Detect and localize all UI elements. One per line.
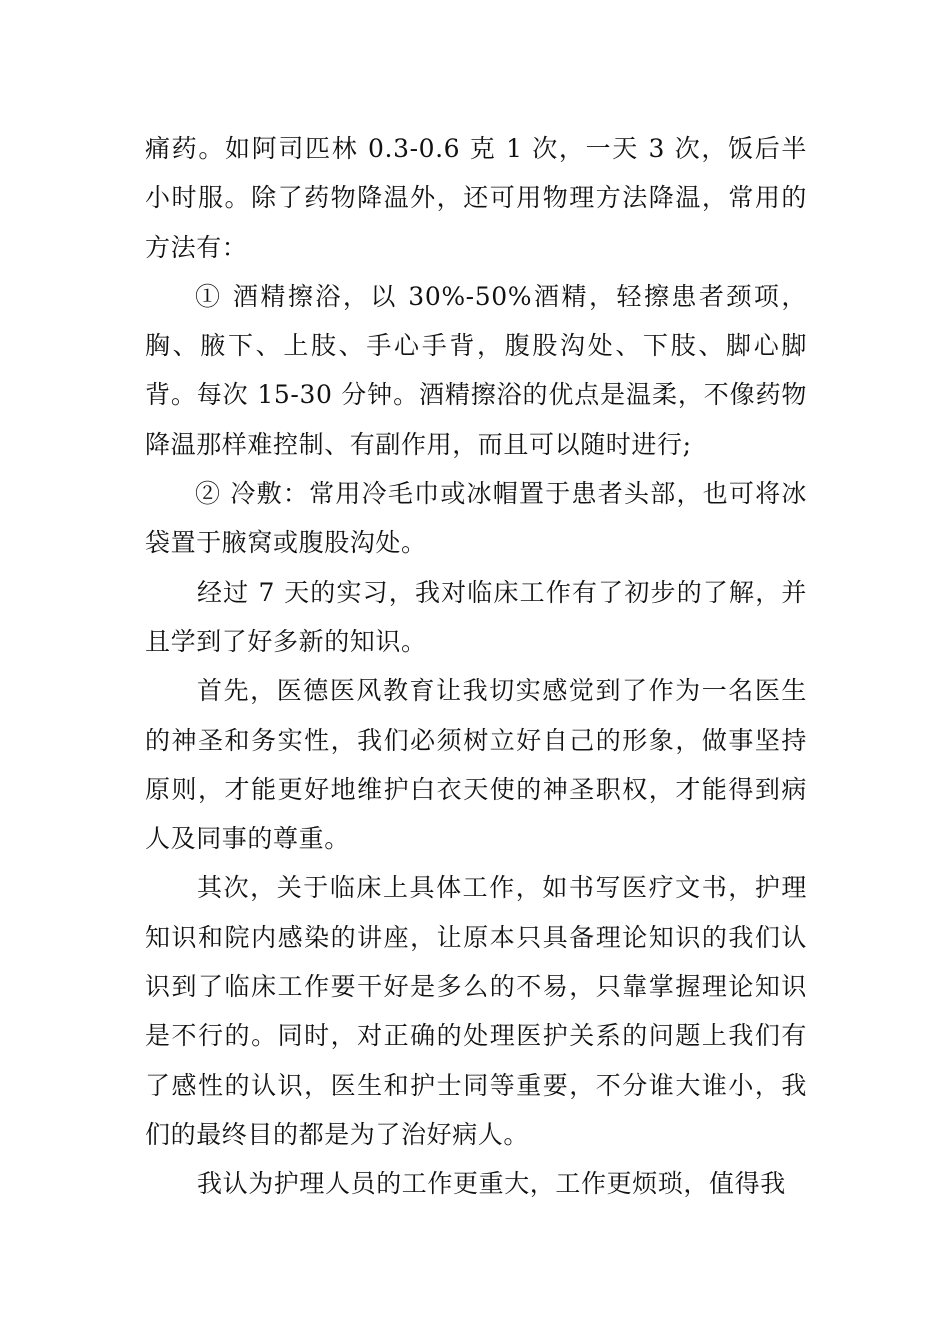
paragraph-clinical-work: 其次，关于临床上具体工作，如书写医疗文书，护理知识和院内感染的讲座，让原本只具备理论知识的我们认识到了临床工作要干好是多么的不易，只靠掌握理论知识是不行的。同时，对正确的处理医护关系的问题上我们有了感性的认识，医生和护士同等重要，不分谁大谁小，我们的最终目的都是为了治好病人。 bbox=[145, 873, 807, 1149]
document-body bbox=[145, 124, 807, 1209]
paragraph-medical-ethics: 首先，医德医风教育让我切实感觉到了作为一名医生的神圣和务实性，我们必须树立好自己的形象，做事坚持原则，才能更好地维护白衣天使的神圣职权，才能得到病人及同事的尊重。 bbox=[145, 676, 807, 854]
paragraph-nursing-staff: 我认为护理人员的工作更重大，工作更烦琐，值得我 bbox=[197, 1169, 786, 1199]
paragraph-alcohol-bath: ① 酒精擦浴，以 30%-50%酒精，轻擦患者颈项，胸、腋下、上肢、手心手背，腹股沟处、下肢、脚心脚背。每次 15-30 分钟。酒精擦浴的优点是温柔，不像药物降温那样难控制、有副作用，而且可以随时进行; bbox=[145, 281, 807, 459]
paragraph-internship-summary: 经过 7 天的实习，我对临床工作有了初步的了解，并且学到了好多新的知识。 bbox=[145, 577, 807, 656]
paragraph-cold-compress: ② 冷敷：常用冷毛巾或冰帽置于患者头部，也可将冰袋置于腋窝或腹股沟处。 bbox=[145, 479, 807, 558]
paragraph-fever-medication: 痛药。如阿司匹林 0.3-0.6 克 1 次，一天 3 次，饭后半小时服。除了药物降温外，还可用物理方法降温，常用的方法有： bbox=[145, 134, 807, 262]
